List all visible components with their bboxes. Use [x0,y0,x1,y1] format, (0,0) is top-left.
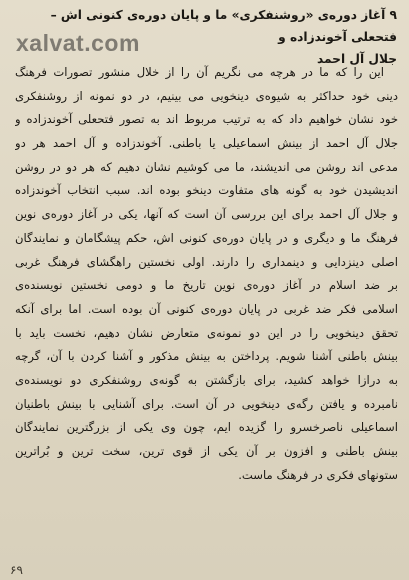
body-line: اندیشیدن خود به گونه های متفاوت دینخو بوده اند. سبب انتخاب آخوندزاده [15,183,398,198]
body-line: نامبرده و یافتن رگه‌ی دینخویی در آن است. برای آشنایی با بینش باطنیان [15,396,398,411]
body-line: فرهنگ ما و دیگری و در پایان دوره‌ی کنونی اش، حکم پیشگامان و نمایندگان [15,230,398,245]
body-line: جلال آل احمد از بینش اسماعیلی یا باطنی. آخوندزاده و آل احمد هر دو [15,136,398,151]
body-line: بر ضد اسلام در آغاز دوره‌ی نوین تاریخ ما و دومی نخستین نویسنده‌ی [15,278,398,293]
body-line: مدعی اند روشن می اندیشند، ما می کوشیم نشان دهیم که هر دو در روشن [15,159,398,174]
body-line: بینش باطنی و افزون بر آن یکی از قوی ترین، سخت ترین و بُراترین [15,444,398,458]
body-line: دینی خود حداکثر به شیوه‌ی دینخویی می بینیم، در دو نمونه از روشنفکری [15,88,398,103]
section-heading-line-1: ۹ آغاز دوره‌ی «روشنفکری» ما و پایان دوره‌ی کنونی اش – فتحعلی آخوندزاده و [50,8,397,44]
body-line: به درازا خواهد کشید، برای بازگشتن به گونه‌ی روشنفکری دو نویسنده‌ی [15,372,398,387]
body-line: و جلال آل احمد برای این بررسی آن است که آنها، یکی در آغاز دوره‌ی نوین [15,207,398,222]
body-line: خود نشان خواهیم داد که به ترتیب مربوط اند به تصور فتحعلی آخوندزاده و [15,112,398,127]
body-line: این را که ما در هرچه می نگریم آن را از خلال منشور تصورات فرهنگ [15,65,384,79]
body-line: ستونهای فکری در فرهنگ ماست. [238,467,398,482]
watermark: xalvat.com [16,30,140,56]
body-line: تحقق دینخویی را در این دو نمونه‌ی متعارض نشان دهیم، نخست باید با [15,325,398,340]
body-line: اسلامی فکر ضد غربی در پایان دوره‌ی کنونی آن بوده است. اما برای آنکه [15,301,398,316]
body-line: اسماعیلی ناصرخسرو را گزیده ایم، چون وی یکی از بزرگترین نمایندگان [15,420,398,435]
body-line: بینش باطنی آشنا شویم. پرداختن به بینش مذکور و آشنا کردن با آن، گرچه [15,349,398,364]
body-paragraph [15,61,398,487]
body-line: اصلی دینزدایی و دینمداری را دارند. اولی نخستین راهگشای فرهنگ غربی [15,254,398,269]
section-heading-line-2: جلال آل احمد [316,52,397,66]
page-number: ۶۹ [10,563,23,577]
